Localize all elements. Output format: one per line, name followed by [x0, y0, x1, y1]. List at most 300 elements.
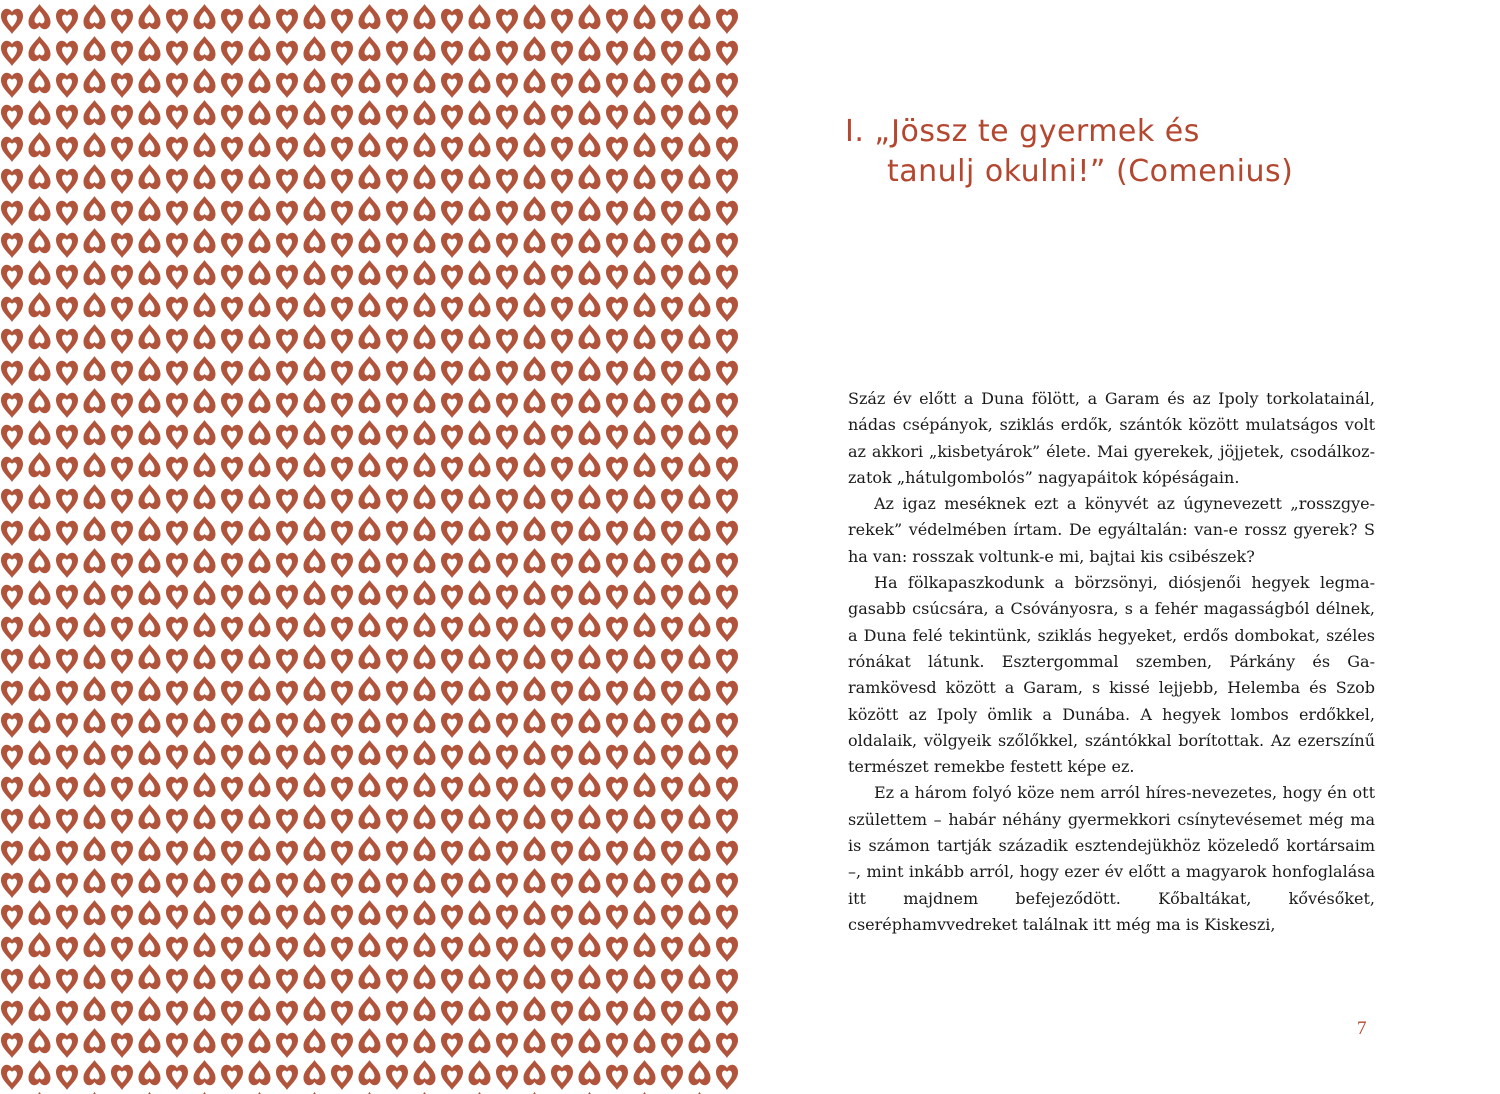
heart-motif-icon	[716, 393, 738, 418]
heart-motif-icon	[194, 4, 216, 29]
heart-motif-icon	[194, 612, 216, 637]
heart-motif-icon	[1, 1001, 23, 1026]
heart-motif-icon	[29, 548, 51, 573]
heart-motif-icon	[414, 740, 436, 765]
heart-motif-icon	[1, 393, 23, 418]
heart-motif-icon	[111, 617, 133, 642]
heart-motif-icon	[579, 900, 601, 925]
heart-motif-icon	[661, 73, 683, 98]
heart-motif-icon	[579, 964, 601, 989]
heart-motif-icon	[304, 388, 326, 413]
heart-motif-icon	[441, 41, 463, 66]
heart-motif-icon	[331, 329, 353, 354]
heart-motif-icon	[414, 4, 436, 29]
heart-motif-icon	[84, 36, 106, 61]
heart-motif-icon	[304, 644, 326, 669]
heart-motif-icon	[276, 745, 298, 770]
heart-motif-icon	[524, 548, 546, 573]
heart-motif-icon	[441, 105, 463, 130]
heart-motif-icon	[689, 420, 711, 445]
heart-motif-icon	[359, 228, 381, 253]
heart-motif-icon	[111, 9, 133, 34]
heart-motif-icon	[469, 1060, 491, 1085]
heart-motif-icon	[84, 484, 106, 509]
heart-motif-icon	[139, 836, 161, 861]
heart-motif-icon	[166, 1033, 188, 1058]
heart-motif-icon	[524, 740, 546, 765]
heart-motif-icon	[606, 745, 628, 770]
heart-motif-icon	[221, 969, 243, 994]
heart-motif-icon	[469, 1028, 491, 1053]
heart-motif-icon	[359, 804, 381, 829]
heart-motif-icon	[469, 196, 491, 221]
heart-motif-icon	[414, 324, 436, 349]
heart-motif-icon	[414, 676, 436, 701]
heart-motif-icon	[496, 937, 518, 962]
heart-motif-icon	[166, 1065, 188, 1090]
heart-motif-icon	[359, 484, 381, 509]
heart-motif-icon	[276, 137, 298, 162]
heart-motif-icon	[551, 521, 573, 546]
heart-motif-icon	[194, 804, 216, 829]
heart-motif-icon	[249, 228, 271, 253]
heart-motif-icon	[249, 132, 271, 157]
heart-motif-icon	[1, 809, 23, 834]
heart-motif-icon	[634, 868, 656, 893]
heart-motif-icon	[84, 1060, 106, 1085]
heart-motif-icon	[221, 905, 243, 930]
heart-motif-icon	[716, 329, 738, 354]
heart-motif-icon	[606, 201, 628, 226]
heart-motif-icon	[661, 969, 683, 994]
heart-motif-icon	[84, 708, 106, 733]
heart-motif-icon	[1, 745, 23, 770]
heart-motif-icon	[139, 452, 161, 477]
heart-motif-icon	[29, 260, 51, 285]
heart-motif-icon	[139, 516, 161, 541]
heart-motif-icon	[551, 713, 573, 738]
heart-motif-icon	[304, 420, 326, 445]
heart-motif-icon	[551, 617, 573, 642]
heart-motif-icon	[111, 745, 133, 770]
heart-motif-icon	[331, 297, 353, 322]
heart-motif-icon	[249, 4, 271, 29]
heart-motif-icon	[166, 713, 188, 738]
heart-motif-icon	[469, 548, 491, 573]
heart-motif-icon	[331, 1065, 353, 1090]
heart-motif-icon	[689, 1060, 711, 1085]
heart-motif-icon	[414, 964, 436, 989]
heart-motif-icon	[386, 265, 408, 290]
heart-motif-icon	[661, 585, 683, 610]
heart-motif-icon	[166, 361, 188, 386]
heart-motif-icon	[56, 1001, 78, 1026]
heart-motif-icon	[194, 196, 216, 221]
heart-motif-icon	[331, 1033, 353, 1058]
heart-motif-icon	[194, 420, 216, 445]
heart-motif-icon	[194, 452, 216, 477]
heart-motif-icon	[249, 548, 271, 573]
heart-motif-icon	[194, 836, 216, 861]
heart-motif-icon	[386, 393, 408, 418]
heart-motif-icon	[1, 457, 23, 482]
heart-motif-icon	[414, 772, 436, 797]
heart-motif-icon	[551, 585, 573, 610]
heart-motif-icon	[386, 937, 408, 962]
heart-motif-icon	[606, 969, 628, 994]
heart-motif-icon	[524, 420, 546, 445]
heart-motif-icon	[56, 489, 78, 514]
heart-motif-icon	[414, 516, 436, 541]
heart-motif-icon	[56, 233, 78, 258]
heart-motif-icon	[689, 516, 711, 541]
heart-motif-icon	[496, 457, 518, 482]
heart-motif-icon	[139, 708, 161, 733]
heart-motif-icon	[661, 617, 683, 642]
heart-motif-icon	[139, 484, 161, 509]
heart-motif-icon	[194, 100, 216, 125]
heart-motif-icon	[551, 329, 573, 354]
heart-motif-icon	[386, 649, 408, 674]
heart-motif-icon	[496, 553, 518, 578]
heart-motif-icon	[386, 521, 408, 546]
heart-motif-icon	[194, 356, 216, 381]
heart-motif-icon	[194, 868, 216, 893]
heart-motif-icon	[249, 612, 271, 637]
heart-motif-icon	[194, 548, 216, 573]
heart-motif-icon	[634, 356, 656, 381]
heart-motif-icon	[716, 425, 738, 450]
heart-motif-icon	[469, 516, 491, 541]
heart-motif-icon	[496, 9, 518, 34]
heart-motif-icon	[166, 329, 188, 354]
heart-motif-icon	[111, 809, 133, 834]
heart-motif-icon	[84, 580, 106, 605]
heart-motif-icon	[249, 100, 271, 125]
heart-motif-icon	[84, 612, 106, 637]
heart-motif-icon	[276, 105, 298, 130]
heart-motif-icon	[56, 105, 78, 130]
heart-motif-icon	[689, 548, 711, 573]
heart-motif-icon	[386, 169, 408, 194]
heart-motif-icon	[496, 809, 518, 834]
heart-motif-icon	[249, 996, 271, 1021]
heart-motif-icon	[56, 521, 78, 546]
heart-motif-icon	[276, 553, 298, 578]
heart-motif-icon	[551, 489, 573, 514]
heart-motif-icon	[661, 681, 683, 706]
heart-motif-icon	[469, 868, 491, 893]
heart-motif-icon	[551, 1065, 573, 1090]
heart-motif-icon	[1, 329, 23, 354]
heart-motif-icon	[689, 164, 711, 189]
heart-motif-icon	[551, 169, 573, 194]
heart-motif-icon	[414, 548, 436, 573]
heart-motif-icon	[221, 361, 243, 386]
heart-motif-icon	[331, 841, 353, 866]
heart-motif-icon	[56, 297, 78, 322]
heart-motif-icon	[304, 324, 326, 349]
heart-motif-icon	[331, 393, 353, 418]
heart-motif-icon	[689, 772, 711, 797]
heart-motif-icon	[689, 996, 711, 1021]
heart-motif-icon	[111, 1065, 133, 1090]
heart-motif-icon	[469, 644, 491, 669]
heart-motif-icon	[386, 489, 408, 514]
heart-motif-icon	[304, 900, 326, 925]
heart-motif-icon	[84, 164, 106, 189]
heart-motif-icon	[386, 873, 408, 898]
heart-motif-icon	[29, 836, 51, 861]
heart-motif-icon	[221, 73, 243, 98]
heart-motif-icon	[111, 169, 133, 194]
heart-motif-icon	[524, 388, 546, 413]
heart-motif-icon	[469, 4, 491, 29]
heart-motif-icon	[469, 676, 491, 701]
heart-motif-icon	[111, 361, 133, 386]
heart-motif-icon	[661, 41, 683, 66]
heart-motif-icon	[579, 548, 601, 573]
heart-motif-icon	[56, 265, 78, 290]
heart-motif-icon	[331, 1001, 353, 1026]
heart-motif-icon	[441, 1001, 463, 1026]
heart-motif-icon	[524, 804, 546, 829]
heart-motif-icon	[579, 356, 601, 381]
heart-motif-icon	[29, 452, 51, 477]
heart-motif-icon	[716, 745, 738, 770]
heart-motif-icon	[166, 937, 188, 962]
heart-motif-icon	[469, 996, 491, 1021]
heart-motif-icon	[579, 164, 601, 189]
heart-motif-icon	[276, 1033, 298, 1058]
heart-motif-icon	[29, 1060, 51, 1085]
heart-motif-icon	[524, 1060, 546, 1085]
heart-motif-icon	[689, 228, 711, 253]
heart-motif-icon	[524, 772, 546, 797]
heart-motif-icon	[194, 516, 216, 541]
heart-motif-icon	[661, 777, 683, 802]
heart-motif-icon	[469, 164, 491, 189]
heart-motif-icon	[249, 644, 271, 669]
heart-motif-icon	[331, 201, 353, 226]
heart-motif-icon	[331, 713, 353, 738]
heart-motif-icon	[359, 420, 381, 445]
heart-motif-icon	[111, 41, 133, 66]
heart-motif-icon	[386, 841, 408, 866]
heart-motif-icon	[249, 484, 271, 509]
heart-motif-icon	[56, 553, 78, 578]
heart-motif-icon	[551, 649, 573, 674]
heart-motif-icon	[111, 137, 133, 162]
heart-motif-icon	[441, 649, 463, 674]
heart-motif-icon	[386, 905, 408, 930]
heart-motif-icon	[359, 900, 381, 925]
heart-motif-icon	[661, 105, 683, 130]
heart-motif-icon	[359, 36, 381, 61]
heart-motif-icon	[249, 388, 271, 413]
heart-motif-icon	[276, 73, 298, 98]
heart-motif-icon	[276, 201, 298, 226]
heart-motif-icon	[276, 1001, 298, 1026]
heart-motif-icon	[496, 201, 518, 226]
heart-motif-icon	[56, 905, 78, 930]
heart-motif-icon	[359, 132, 381, 157]
heart-motif-icon	[139, 1028, 161, 1053]
paragraph-4: Ez a három folyó köze nem arról híres-nevezetes, hogy én ott születtem – habár néhány gyermekkori csínytevésemet még ma is számon tartják századik esztendejükhöz közeledő kortársaim –, mint inkább arról, hogy ezer év előtt a magyarok honfoglalása itt majdnem befejeződött. Kőbaltákat, kővésőket, cseréphamvvedreket találnak itt még ma is Kiskeszi,	[848, 783, 1375, 934]
heart-motif-icon	[606, 937, 628, 962]
heart-motif-icon	[496, 41, 518, 66]
heart-motif-icon	[84, 356, 106, 381]
heart-motif-icon	[579, 804, 601, 829]
heart-motif-icon	[716, 41, 738, 66]
heart-motif-icon	[56, 361, 78, 386]
heart-motif-icon	[29, 644, 51, 669]
heart-motif-icon	[441, 137, 463, 162]
heart-motif-icon	[496, 105, 518, 130]
heart-motif-icon	[716, 585, 738, 610]
heart-motif-icon	[551, 905, 573, 930]
heart-motif-icon	[29, 964, 51, 989]
heart-motif-icon	[111, 713, 133, 738]
heart-motif-icon	[56, 1033, 78, 1058]
heart-motif-icon	[139, 804, 161, 829]
heart-motif-icon	[111, 73, 133, 98]
heart-motif-icon	[29, 196, 51, 221]
heart-motif-icon	[84, 4, 106, 29]
heart-motif-icon	[166, 233, 188, 258]
heart-motif-icon	[276, 1065, 298, 1090]
heart-motif-icon	[634, 452, 656, 477]
heart-motif-icon	[634, 164, 656, 189]
heart-motif-icon	[386, 297, 408, 322]
heart-motif-icon	[304, 452, 326, 477]
heart-motif-icon	[221, 41, 243, 66]
heart-motif-icon	[496, 873, 518, 898]
heart-motif-icon	[579, 420, 601, 445]
heart-motif-icon	[304, 100, 326, 125]
heart-motif-icon	[139, 292, 161, 317]
heart-motif-icon	[386, 41, 408, 66]
heart-motif-icon	[689, 580, 711, 605]
heart-motif-icon	[1, 361, 23, 386]
heart-motif-icon	[304, 196, 326, 221]
heart-motif-icon	[84, 772, 106, 797]
heart-motif-icon	[551, 841, 573, 866]
heart-motif-icon	[249, 356, 271, 381]
heart-motif-icon	[716, 233, 738, 258]
heart-motif-icon	[634, 900, 656, 925]
heart-motif-icon	[139, 868, 161, 893]
heart-motif-icon	[194, 228, 216, 253]
heart-motif-icon	[469, 484, 491, 509]
heart-motif-icon	[276, 329, 298, 354]
heart-motif-icon	[579, 868, 601, 893]
heart-motif-icon	[414, 932, 436, 957]
heart-motif-icon	[441, 873, 463, 898]
heart-motif-icon	[56, 169, 78, 194]
heart-motif-icon	[111, 521, 133, 546]
heart-motif-icon	[56, 425, 78, 450]
heart-motif-icon	[386, 969, 408, 994]
heart-motif-icon	[441, 905, 463, 930]
heart-motif-icon	[249, 1028, 271, 1053]
heart-motif-icon	[56, 873, 78, 898]
heart-motif-icon	[56, 713, 78, 738]
heart-motif-icon	[221, 425, 243, 450]
heart-motif-icon	[139, 644, 161, 669]
heart-motif-icon	[496, 425, 518, 450]
heart-motif-icon	[194, 292, 216, 317]
heart-motif-icon	[276, 489, 298, 514]
heart-motif-icon	[469, 900, 491, 925]
heart-motif-icon	[689, 260, 711, 285]
heart-motif-icon	[84, 964, 106, 989]
heart-motif-icon	[331, 425, 353, 450]
heart-motif-icon	[551, 553, 573, 578]
heart-motif-icon	[524, 932, 546, 957]
heart-motif-icon	[634, 772, 656, 797]
heart-motif-icon	[661, 361, 683, 386]
heart-motif-icon	[331, 809, 353, 834]
heart-motif-icon	[166, 681, 188, 706]
heart-motif-icon	[194, 996, 216, 1021]
heart-motif-icon	[579, 1060, 601, 1085]
heart-motif-icon	[56, 41, 78, 66]
heart-motif-icon	[441, 73, 463, 98]
heart-motif-icon	[139, 228, 161, 253]
heart-motif-icon	[359, 836, 381, 861]
heart-motif-icon	[469, 68, 491, 93]
heart-motif-icon	[249, 932, 271, 957]
heart-motif-icon	[579, 4, 601, 29]
heart-motif-icon	[249, 868, 271, 893]
heart-motif-icon	[414, 420, 436, 445]
heart-motif-icon	[551, 969, 573, 994]
heart-motif-icon	[331, 137, 353, 162]
heart-motif-icon	[579, 1028, 601, 1053]
heart-motif-icon	[661, 649, 683, 674]
heart-motif-icon	[139, 420, 161, 445]
heart-motif-icon	[496, 649, 518, 674]
heart-motif-icon	[276, 233, 298, 258]
heart-motif-icon	[304, 516, 326, 541]
heart-motif-icon	[276, 41, 298, 66]
heart-motif-icon	[276, 617, 298, 642]
heart-motif-icon	[441, 617, 463, 642]
heart-motif-icon	[469, 292, 491, 317]
heart-motif-icon	[661, 393, 683, 418]
heart-motif-icon	[84, 132, 106, 157]
heart-motif-icon	[331, 681, 353, 706]
heart-motif-icon	[634, 292, 656, 317]
heart-motif-icon	[194, 708, 216, 733]
heart-motif-icon	[1, 425, 23, 450]
heart-motif-icon	[661, 1065, 683, 1090]
heart-motif-icon	[84, 836, 106, 861]
heart-motif-icon	[634, 388, 656, 413]
heart-motif-icon	[689, 836, 711, 861]
heart-motif-icon	[84, 324, 106, 349]
heart-motif-icon	[29, 324, 51, 349]
heart-motif-icon	[139, 548, 161, 573]
heart-motif-icon	[194, 580, 216, 605]
heart-motif-icon	[56, 585, 78, 610]
heart-motif-icon	[441, 489, 463, 514]
heart-motif-icon	[139, 676, 161, 701]
heart-motif-icon	[496, 297, 518, 322]
heart-motif-icon	[551, 137, 573, 162]
heart-motif-icon	[689, 932, 711, 957]
